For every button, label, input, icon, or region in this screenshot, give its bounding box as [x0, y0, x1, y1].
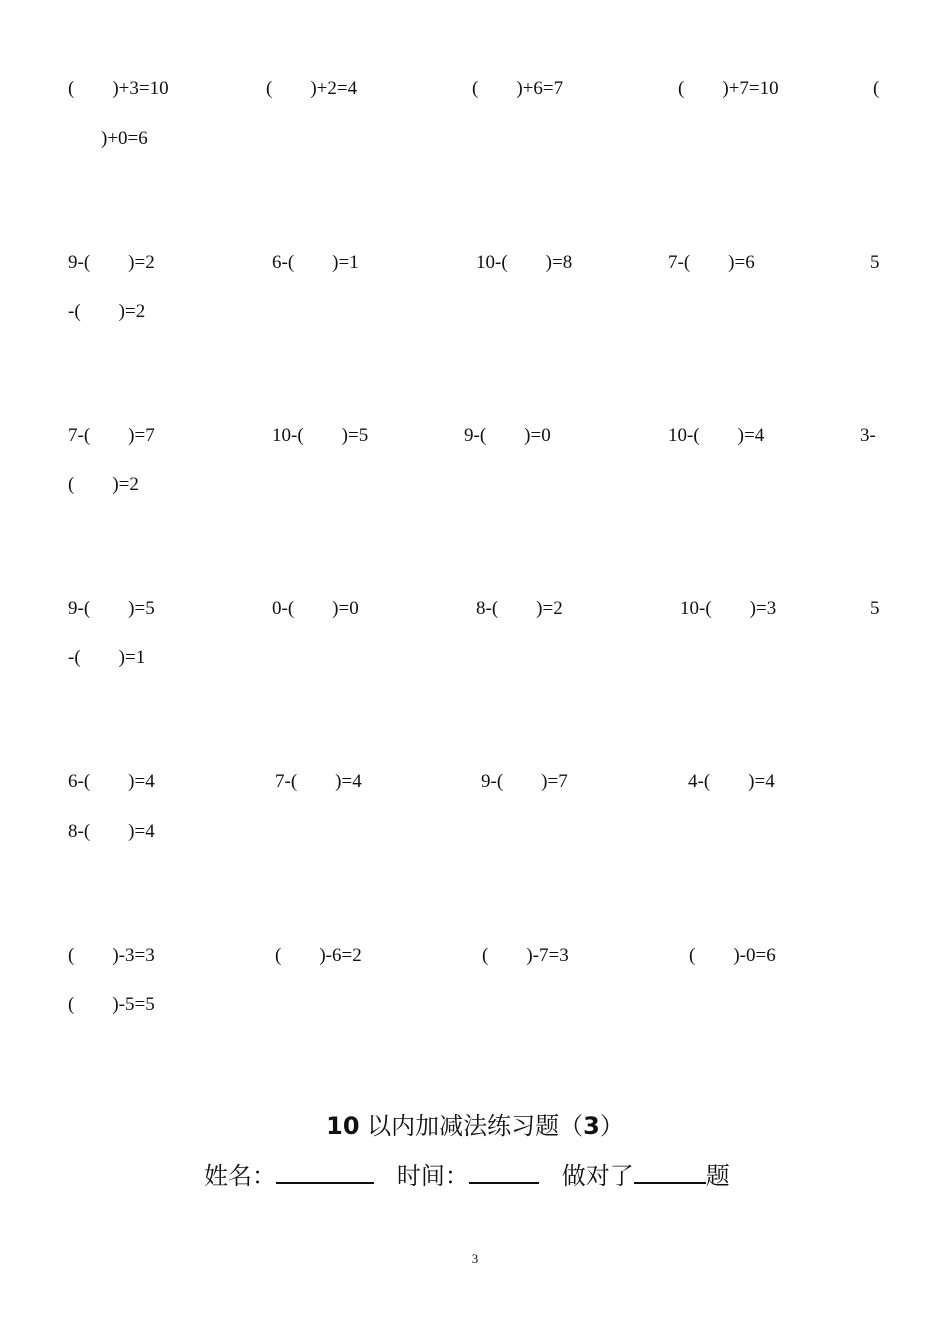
- name-blank[interactable]: [276, 1160, 374, 1184]
- problem: 7-( )=4: [275, 771, 362, 792]
- problem: ( )+2=4: [266, 78, 358, 99]
- problem: 7-( )=7: [68, 425, 155, 446]
- problem-wrap-start: 5: [870, 252, 880, 273]
- problem: 10-( )=4: [668, 425, 765, 446]
- problem: 9-( )=0: [464, 425, 551, 446]
- problem-wrap-start: 3-: [860, 425, 876, 446]
- problem-wrap-start: (: [873, 78, 880, 99]
- time-blank[interactable]: [469, 1160, 539, 1184]
- page-number: 3: [471, 1251, 479, 1266]
- problem: 9-( )=5: [68, 598, 155, 619]
- title-part: 3: [583, 1112, 600, 1140]
- time-label: 时间：: [396, 1162, 469, 1190]
- problem: 10-( )=8: [476, 252, 573, 273]
- problem: ( )+3=10: [68, 78, 169, 99]
- title-number: 10: [326, 1112, 360, 1140]
- problem: 6-( )=1: [272, 252, 359, 273]
- student-info: [204, 1160, 730, 1192]
- problem: 0-( )=0: [272, 598, 359, 619]
- title-close: ）: [599, 1112, 624, 1140]
- problem-wrap-end: -( )=1: [68, 647, 146, 668]
- problem-wrap-end: ( )=2: [68, 474, 139, 495]
- correct-count-blank[interactable]: [634, 1160, 706, 1184]
- problem: 8-( )=4: [68, 821, 155, 842]
- correct-suffix: 题: [705, 1162, 730, 1190]
- title-text: 以内加减法练习题（: [367, 1112, 584, 1140]
- problem-wrap-end: )+0=6: [101, 128, 148, 149]
- problem-wrap-start: 5: [870, 598, 880, 619]
- problem: 8-( )=2: [476, 598, 563, 619]
- problem: ( )-5=5: [68, 994, 155, 1015]
- problem: 10-( )=3: [680, 598, 777, 619]
- worksheet-title: [0, 1111, 950, 1141]
- problem: 9-( )=7: [481, 771, 568, 792]
- problem: 6-( )=4: [68, 771, 155, 792]
- problem: ( )+6=7: [472, 78, 564, 99]
- problem: 10-( )=5: [272, 425, 369, 446]
- problem: ( )-3=3: [68, 945, 155, 966]
- problem: 7-( )=6: [668, 252, 755, 273]
- problem: 4-( )=4: [688, 771, 775, 792]
- problem: ( )-0=6: [689, 945, 776, 966]
- problem-wrap-end: -( )=2: [68, 301, 146, 322]
- problem: 9-( )=2: [68, 252, 155, 273]
- name-label: 姓名：: [204, 1162, 276, 1190]
- problem: ( )+7=10: [678, 78, 779, 99]
- problem: ( )-6=2: [275, 945, 362, 966]
- problem: ( )-7=3: [482, 945, 569, 966]
- correct-label: 做对了: [561, 1162, 634, 1190]
